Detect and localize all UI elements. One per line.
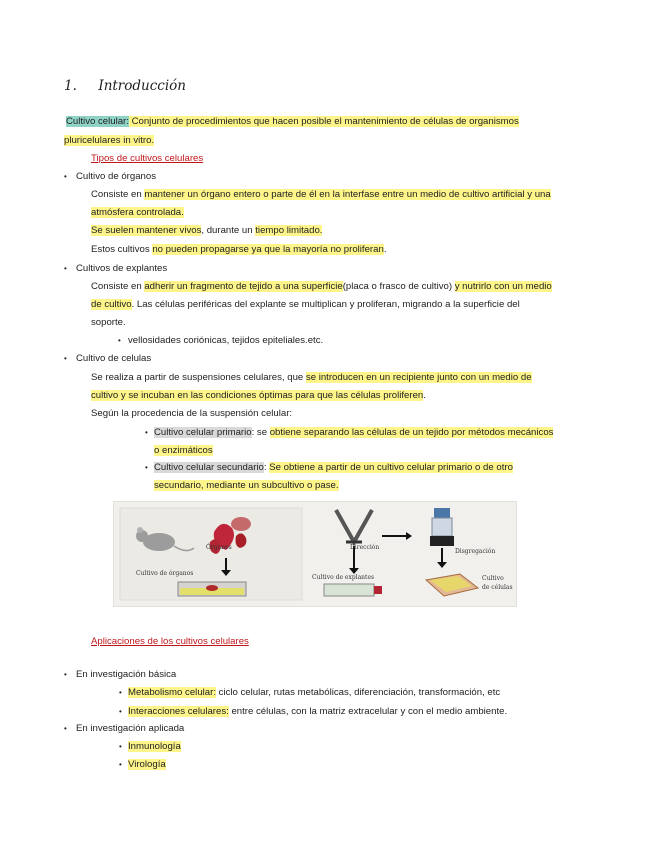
organos-line-1 (91, 188, 551, 202)
bullet-dot: • (119, 707, 122, 716)
secundario-term: Cultivo celular secundario (154, 462, 264, 473)
label-cultivo-celulas-2: de células (482, 584, 513, 591)
inmunologia-line (128, 740, 181, 754)
organos-l1-pre: Consiste en (91, 189, 145, 200)
organos-line-3 (91, 224, 322, 238)
organos-l1-hl: mantener un órgano entero o parte de él en la interfase entre un medio de cultivo artificial y una (144, 189, 551, 200)
organos-l4-hl: no pueden propagarse ya que la mayoría no proliferan (152, 244, 384, 255)
celulas-l1-pre: Se realiza a partir de suspensiones celulares, que (91, 372, 306, 383)
secundario-colon: : (263, 462, 270, 473)
section-heading (64, 78, 186, 94)
organos-bullet: Cultivo de órganos (76, 171, 156, 182)
bullet-dot: • (119, 688, 122, 697)
explantes-l1-hl2: y nutrirlo con un medio (454, 281, 552, 292)
interacciones-line (128, 705, 507, 719)
culture-types-figure (113, 501, 517, 607)
virologia-line (128, 758, 166, 772)
organos-l3-hl2: tiempo limitado. (255, 225, 323, 236)
celulas-l1-hl: se introducen en un recipiente junto con un medio de (305, 372, 532, 383)
metab-term: Metabolismo celular: (128, 687, 216, 698)
explantes-l2-hl: de cultivo (91, 299, 132, 310)
explantes-sub: vellosidades coriónicas, tejidos epiteliales.etc. (128, 335, 324, 346)
primario-line-2 (154, 444, 213, 458)
organos-line-2 (91, 206, 184, 220)
explantes-line-3: soporte. (91, 317, 126, 328)
bullet-dot: • (118, 336, 121, 345)
tipos-heading: Tipos de cultivos celulares (91, 153, 204, 164)
explantes-l1-pre: Consiste en (91, 281, 145, 292)
organos-l2-hl: atmósfera controlada. (91, 207, 184, 218)
celulas-line-3: Según la procedencia de la suspensión celular: (91, 408, 293, 419)
explantes-l1-mid: (placa o frasco de cultivo) (342, 281, 455, 292)
aplicaciones-aplicada: En investigación aplicada (76, 723, 185, 734)
intro-line-1 (66, 115, 519, 129)
aplicaciones-basica: En investigación básica (76, 669, 177, 680)
intro-def-2: pluricelulares in vitro. (64, 135, 155, 146)
primario-term: Cultivo celular primario (154, 427, 252, 438)
celulas-l2-post: . (423, 390, 426, 401)
bullet-dot: • (64, 264, 67, 273)
section-title: Introducción (98, 78, 186, 94)
intro-def-1: Conjunto de procedimientos que hacen posible el mantenimiento de células de organismos (128, 116, 519, 127)
secundario-l1: Se obtiene a partir de un cultivo celular primario o de otro (269, 462, 513, 473)
celulas-line-1 (91, 371, 532, 385)
celulas-l2-hl: cultivo y se incuban en las condiciones óptimas para que las células proliferen (91, 390, 424, 401)
celulas-line-2 (91, 389, 426, 403)
intro-line-2 (64, 134, 154, 148)
section-number: 1. (64, 78, 77, 94)
bullet-dot: • (64, 724, 67, 733)
metabolismo-line (128, 686, 500, 700)
intro-term: Cultivo celular: (66, 116, 129, 127)
explantes-l1-hl: adherir un fragmento de tejido a una superficie (144, 281, 343, 292)
celulas-bullet: Cultivo de celulas (76, 353, 152, 364)
explantes-bullet: Cultivos de explantes (76, 263, 168, 274)
organos-line-4 (91, 243, 386, 257)
secundario-line-2 (154, 479, 339, 493)
organos-l3-hl1: Se suelen mantener vivos (91, 225, 202, 236)
label-organos: Órganos (206, 544, 232, 551)
organos-l4-pre: Estos cultivos (91, 244, 153, 255)
inter-term: Interacciones celulares: (128, 706, 229, 717)
label-cultivo-celulas-1: Cultivo (482, 575, 504, 582)
label-cultivo-organos: Cultivo de órganos (136, 570, 194, 577)
primario-colon: : se (251, 427, 270, 438)
bullet-dot: • (64, 354, 67, 363)
organos-l3-mid: , durante un (201, 225, 256, 236)
bullet-dot: • (145, 463, 148, 472)
explantes-line-1 (91, 280, 552, 294)
primario-line-1 (154, 426, 553, 440)
primario-l2: o enzimáticos (154, 445, 213, 456)
label-disgregacion: Disgregación (455, 548, 496, 555)
explantes-line-2 (91, 298, 520, 312)
explantes-l2-post: . Las células periféricas del explante se multiplican y proliferan, migrando a la superficie del (131, 299, 520, 310)
label-cultivo-explantes: Cultivo de explantes (312, 574, 375, 581)
bullet-dot: • (119, 760, 122, 769)
secundario-line-1 (154, 461, 513, 475)
metab-text: ciclo celular, rutas metabólicas, diferenciación, transformación, etc (215, 687, 501, 698)
label-direccion: Dirección (350, 544, 380, 551)
inmuno-text: Inmunología (128, 741, 181, 752)
bullet-dot: • (64, 172, 67, 181)
bullet-dot: • (145, 428, 148, 437)
organos-l4-post: . (383, 244, 387, 255)
viro-text: Virología (128, 759, 166, 770)
primario-l1: obtiene separando las células de un tejido por métodos mecánicos (269, 427, 554, 438)
secundario-l2: secundario, mediante un subcultivo o pase. (154, 480, 339, 491)
aplicaciones-heading: Aplicaciones de los cultivos celulares (91, 636, 249, 647)
bullet-dot: • (64, 670, 67, 679)
bullet-dot: • (119, 742, 122, 751)
inter-text: entre células, con la matriz extracelular y con el medio ambiente. (228, 706, 508, 717)
